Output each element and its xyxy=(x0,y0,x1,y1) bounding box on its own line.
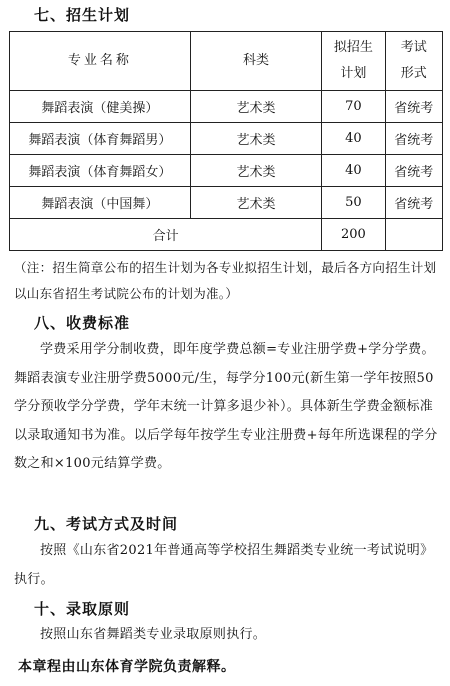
cell-exam: 省统考 xyxy=(385,91,442,123)
cell-category: 艺术类 xyxy=(190,123,321,155)
fee-paragraph: 学费采用学分制收费，即年度学费总额=专业注册学费+学分学费。舞蹈表演专业注册学费5000元/生，每学分100元(新生第一学年按照50学分预收学分学费，学年末统一计算多退少补）。具体新生学费金额标准以录取通知书为准。以后学每年按学生专业注册费+每年所选课程的学分数之和×100元结算学费。 xyxy=(14,342,438,471)
cell-major: 舞蹈表演（健美操） xyxy=(10,91,191,123)
cell-major: 舞蹈表演（体育舞蹈男） xyxy=(10,123,191,155)
enrollment-plan-table xyxy=(9,31,443,251)
cell-category: 艺术类 xyxy=(190,155,321,187)
cell-plan: 50 xyxy=(322,187,385,219)
cell-exam: 省统考 xyxy=(385,123,442,155)
header-exam-line2: 形式 xyxy=(400,66,427,81)
exam-paragraph: 按照《山东省2021年普通高等学校招生舞蹈类专业统一考试说明》执行。 xyxy=(14,543,434,587)
header-category: 科类 xyxy=(190,32,321,91)
total-empty-cell xyxy=(385,219,442,251)
admission-paragraph: 按照山东省舞蹈类专业录取原则执行。 xyxy=(40,627,267,642)
cell-plan: 40 xyxy=(322,155,385,187)
section-9-title: 九、考试方式及时间 xyxy=(34,515,179,533)
header-exam-line1: 考试 xyxy=(400,40,427,55)
cell-exam: 省统考 xyxy=(385,187,442,219)
table-note: （注：招生简章公布的招生计划为各专业拟招生计划，最后各方向招生计划以山东省招生考试院公布的计划为准。） xyxy=(14,260,437,301)
table-row xyxy=(10,187,443,219)
header-exam xyxy=(385,32,442,91)
cell-category: 艺术类 xyxy=(190,91,321,123)
table-row xyxy=(10,123,443,155)
table-header-row xyxy=(10,32,443,91)
section-8-title: 八、收费标准 xyxy=(34,314,131,332)
cell-category: 艺术类 xyxy=(190,187,321,219)
cell-major: 舞蹈表演（中国舞） xyxy=(10,187,191,219)
closing-statement: 本章程由山东体育学院负责解释。 xyxy=(18,659,236,675)
section-7-title: 七、招生计划 xyxy=(34,6,131,24)
header-major: 专业名称 xyxy=(10,32,191,91)
header-plan-line2: 计划 xyxy=(340,66,367,81)
cell-exam: 省统考 xyxy=(385,155,442,187)
cell-plan: 40 xyxy=(322,123,385,155)
table-row xyxy=(10,155,443,187)
cell-plan: 70 xyxy=(322,91,385,123)
cell-major: 舞蹈表演（体育舞蹈女） xyxy=(10,155,191,187)
table-total-row xyxy=(10,219,443,251)
header-plan-line1: 拟招生 xyxy=(333,40,373,55)
total-value: 200 xyxy=(322,219,385,251)
total-label: 合计 xyxy=(10,219,322,251)
section-10-title: 十、录取原则 xyxy=(34,600,131,618)
table-row xyxy=(10,91,443,123)
header-plan xyxy=(322,32,385,91)
